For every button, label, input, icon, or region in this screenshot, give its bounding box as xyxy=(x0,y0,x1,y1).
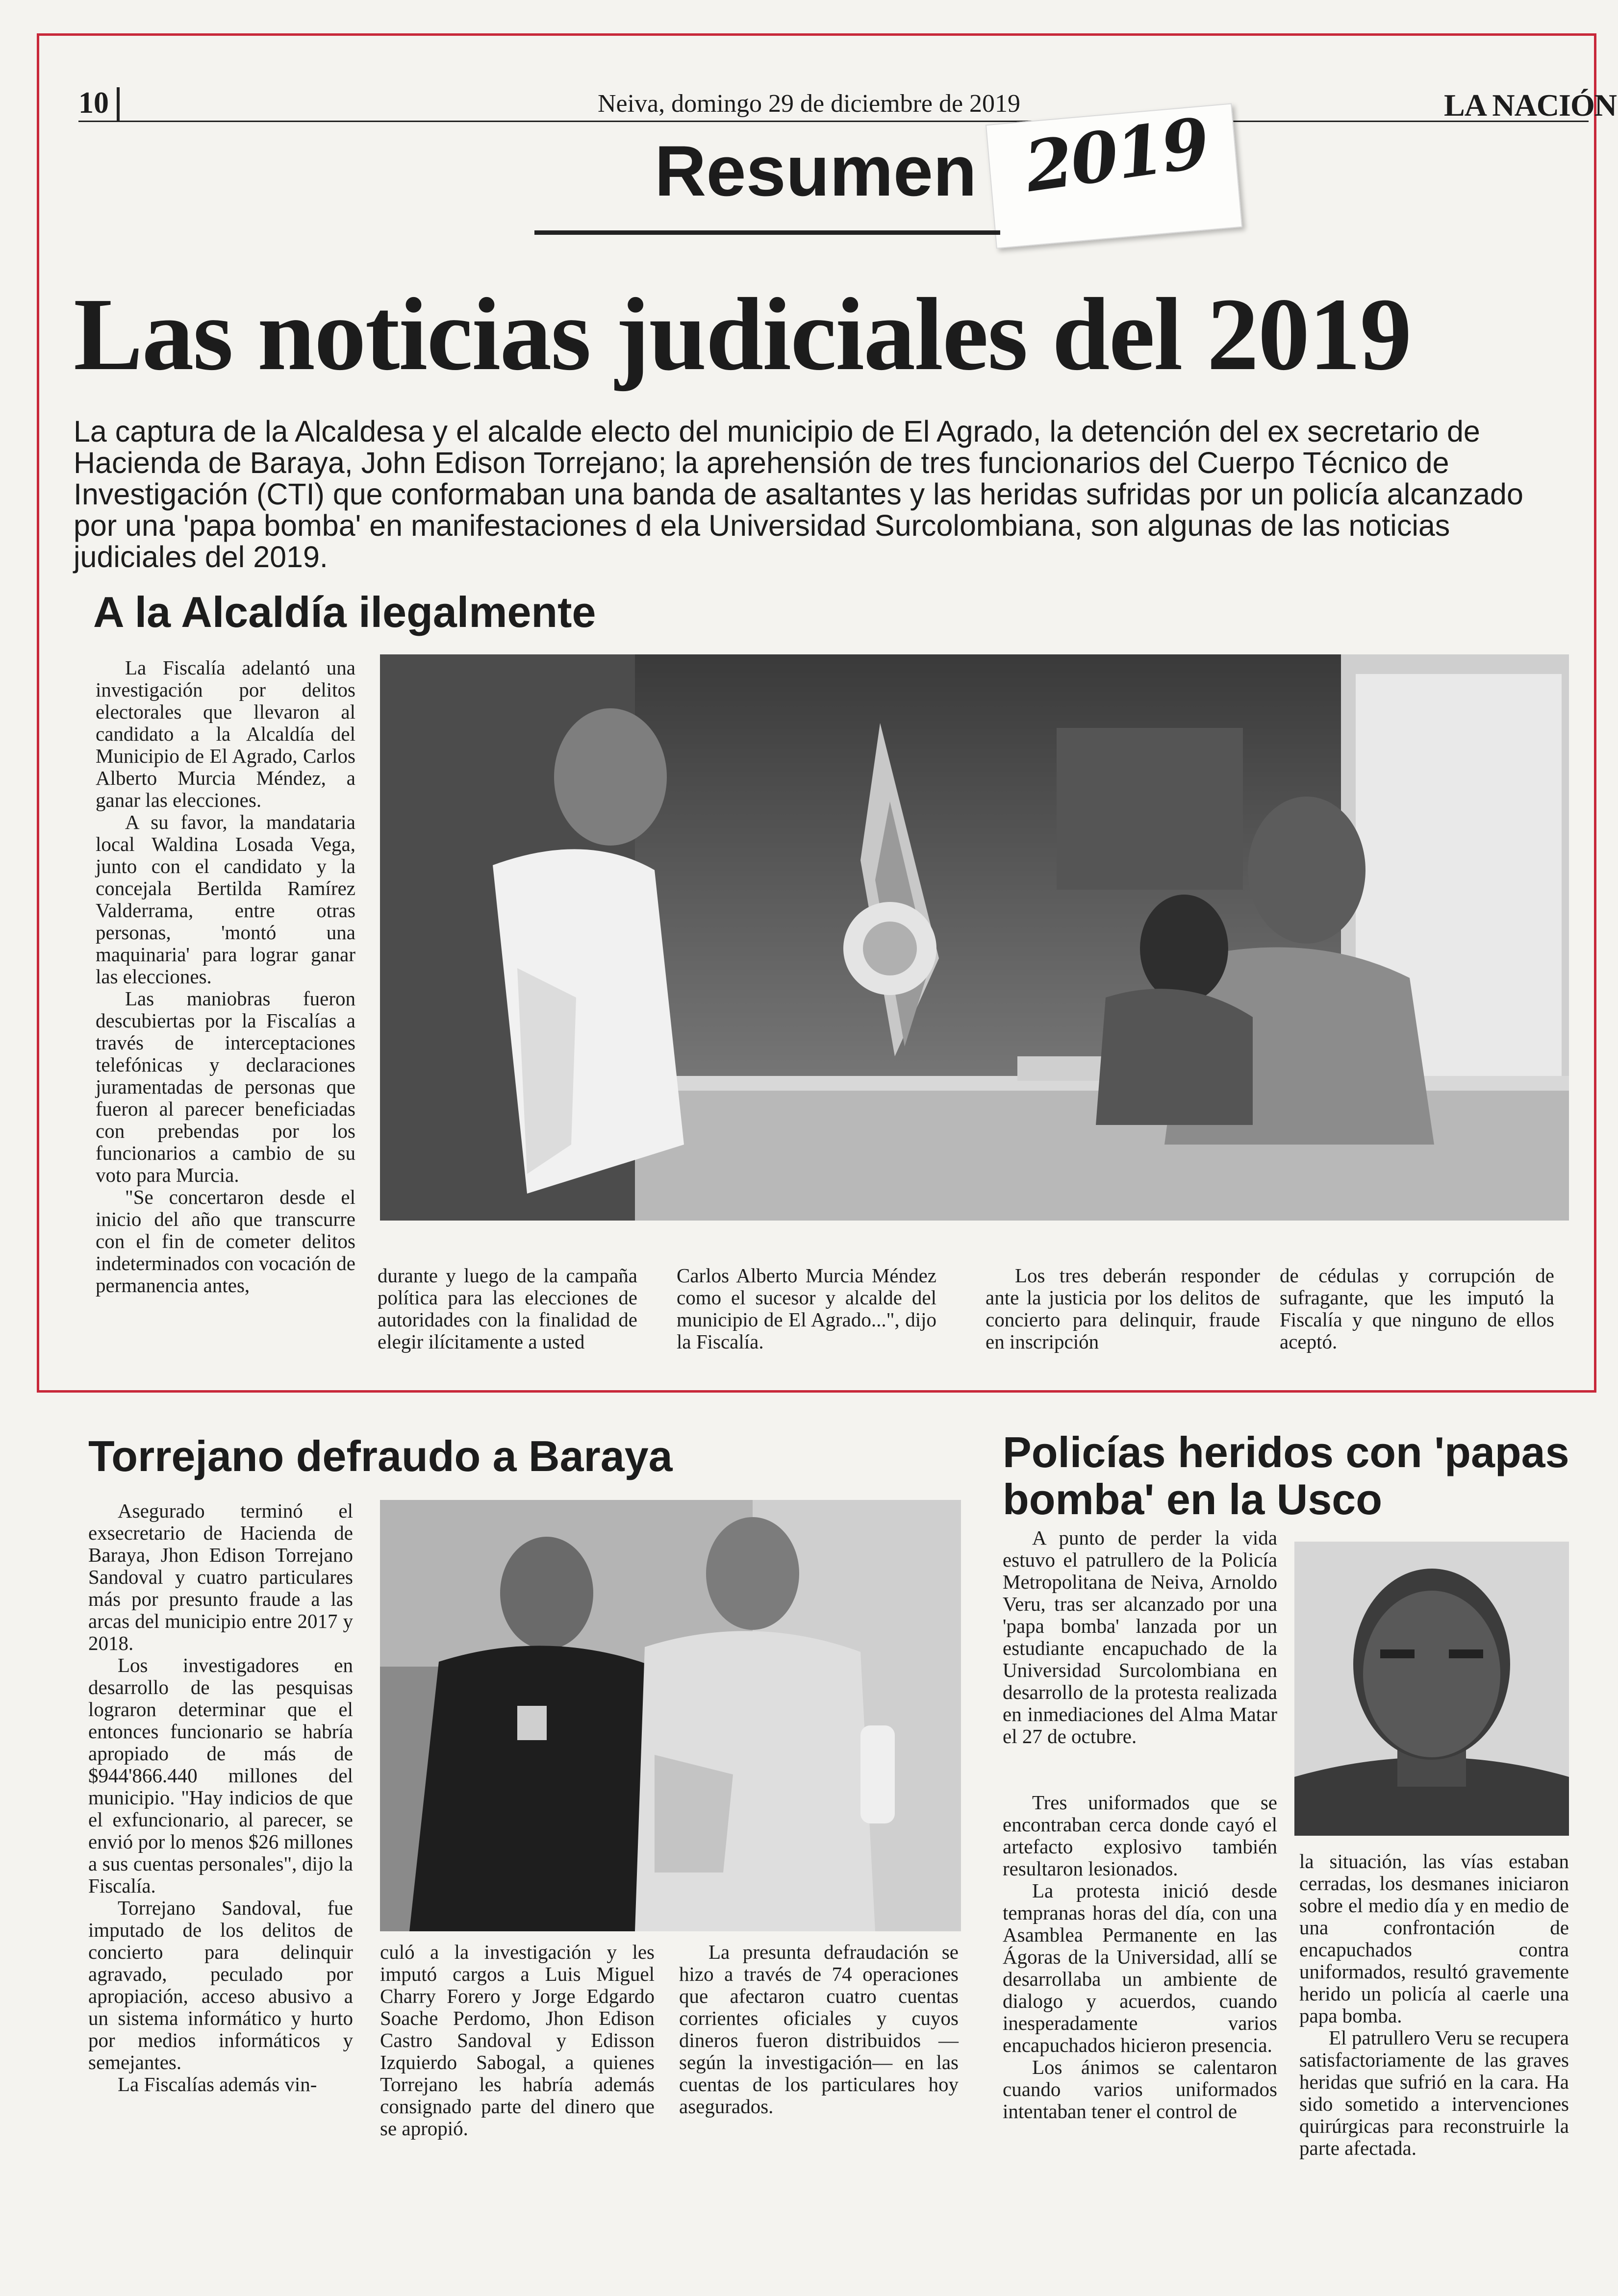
page-number-divider xyxy=(117,87,120,121)
section-underline xyxy=(534,230,1000,235)
story1-paragraph: Carlos Alberto Murcia Méndez como el sucesor y alcalde del municipio de El Agrado...", dijo la Fiscalía. xyxy=(677,1264,936,1353)
arrest-photo-image xyxy=(380,1500,961,1931)
story3-column-1-top xyxy=(1003,1527,1277,1747)
story2-column-3 xyxy=(679,1941,959,2118)
story1-paragraph: Los tres deberán responder ante la justicia por los delitos de concierto para delinquir, fraude en inscripción xyxy=(986,1264,1260,1353)
story2-paragraph: La presunta defraudación se hizo a través de 74 operaciones que afectaron cuatro cuentas corrientes oficiales y cuyos dineros fueron distribuidos —según la investigación— en las cuentas de los particulares hoy asegurados. xyxy=(679,1941,959,2118)
story2-column-1 xyxy=(88,1500,353,2096)
courtroom-photo xyxy=(380,654,1569,1221)
story1-column-3 xyxy=(677,1265,936,1353)
page-number: 10 xyxy=(78,86,109,120)
story2-paragraph: Torrejano Sandoval, fue imputado de los delitos de concierto para delinquir agravado, peculado por apropiación, acceso abusivo a un sistema informático y hurto por medios informáticos y semejantes. xyxy=(88,1897,353,2073)
story3-column-1-bottom xyxy=(1003,1792,1277,2122)
story1-paragraph: durante y luego de la campaña política para las elecciones de autoridades con la finalidad de elegir ilícitamente a usted xyxy=(378,1264,637,1353)
story1-column-5 xyxy=(1280,1265,1554,1353)
story3-title xyxy=(1003,1429,1569,1523)
story2-title: Torrejano defraudo a Baraya xyxy=(88,1432,673,1480)
story3-paragraph: A punto de perder la vida estuvo el patrullero de la Policía Metropolitana de Neiva, Arnoldo Veru, tras ser alcanzado por una 'papa bomba' lanzada por un estudiante encapuchado de la Universidad Surcolombiana en desarrollo de la protesta realizada en inmediaciones del Alma Matar el 27 de octubre. xyxy=(1003,1526,1277,1747)
story3-paragraph: la situación, las vías estaban cerradas, los desmanes iniciaron sobre el medio día y en medio de una confrontación de encapuchados contra uniformados, resultó gravemente herido un policía al caerle una papa bomba. xyxy=(1299,1850,1569,2027)
dateline: Neiva, domingo 29 de diciembre de 2019 xyxy=(597,90,1021,118)
story3-paragraph: El patrullero Veru se recupera satisfactoriamente de las graves heridas que sufrió en la cara. Ha sido sometido a intervenciones quirúrgicas para reconstruirle la parte afectada. xyxy=(1299,2026,1569,2159)
arrest-photo xyxy=(380,1500,961,1931)
police-officer-photo-image xyxy=(1294,1542,1569,1836)
story2-paragraph: Los investigadores en desarrollo de las pesquisas lograron determinar que el entonces funcionario se habría apropiado de más de $944'866.440 millones del municipio. "Hay indicios de que el exfuncionario, al parecer, se envió por lo menos $26 millones a sus cuentas personales", dijo la Fiscalía. xyxy=(88,1654,353,1897)
police-officer-photo xyxy=(1294,1542,1569,1836)
story3-paragraph: La protesta inició desde tempranas horas del día, con una Asamblea Permanente en las Ágoras de la Universidad, allí se desarrollaba un ambiente de dialogo y acuerdos, cuando inesperadamente varios encapuchados hicieron presencia. xyxy=(1003,1879,1277,2056)
story2-paragraph: Asegurado terminó el exsecretario de Hacienda de Baraya, Jhon Edison Torrejano Sandoval y cuatro particulares más por presunto fraude a las arcas del municipio entre 2017 y 2018. xyxy=(88,1499,353,1654)
story2-column-2 xyxy=(380,1941,655,2140)
story1-paragraph: Las maniobras fueron descubiertas por la Fiscalías a través de interceptaciones telefónicas y declaraciones juramentadas de personas que fueron al parecer beneficiadas con prebendas por los funcionarios a cambio de su voto para Murcia. xyxy=(96,987,355,1186)
section-year: 2019 xyxy=(1020,102,1213,208)
story1-paragraph: de cédulas y corrupción de sufragante, que les imputó la Fiscalía y que ninguno de ellos aceptó. xyxy=(1280,1264,1554,1353)
story3-column-2 xyxy=(1299,1850,1569,2159)
story2-paragraph: La Fiscalías además vin- xyxy=(118,2073,317,2096)
story3-paragraph: Los ánimos se calentaron cuando varios uniformados intentaban tener el control de xyxy=(1003,2056,1277,2122)
story1-paragraph: A su favor, la mandataria local Waldina Losada Vega, junto con el candidato y la concejala Bertilda Ramírez Valderrama, entre otras personas, 'montó una maquinaria' para lograr ganar las elecciones. xyxy=(96,811,355,988)
section-title: Resumen xyxy=(655,131,977,211)
story3-title-line-1: Policías heridos con 'papas xyxy=(1003,1428,1569,1476)
deck: La captura de la Alcaldesa y el alcalde electo del municipio de El Agrado, la detención del ex secretario de Hacienda de Baraya, John Edison Torrejano; la aprehensión de tres funcionarios del Cuerpo Técnico de Investigación (CTI) que conformaban una banda de asaltantes y las heridas sufridas por un policía alcanzado por una 'papa bomba' en manifestaciones d ela Universidad Surcolombiana, son algunas de las noticias judiciales del 2019. xyxy=(74,415,1523,574)
main-headline: Las noticias judiciales del 2019 xyxy=(74,276,1411,392)
story2-paragraph: culó a la investigación y les imputó cargos a Luis Miguel Charry Forero y Jorge Edgardo Soache Perdomo, Jhon Edison Castro Sandoval y Edisson Izquierdo Sabogal, a quienes Torrejano les habría además consignado parte del dinero que se apropió. xyxy=(380,1941,655,2140)
story1-paragraph: La Fiscalía adelantó una investigación por delitos electorales que llevaron al candidato a la Alcaldía del Municipio de El Agrado, Carlos Alberto Murcia Méndez, a ganar las elecciones. xyxy=(96,656,355,811)
story1-paragraph: "Se concertaron desde el inicio del año que transcurre con el fin de cometer delitos indeterminados con vocación de permanencia antes, xyxy=(96,1186,355,1297)
story1-column-1 xyxy=(96,657,355,1297)
story1-column-4 xyxy=(986,1265,1260,1353)
story3-title-line-2: bomba' en la Usco xyxy=(1003,1475,1382,1523)
courtroom-photo-image xyxy=(380,654,1569,1221)
header-rule xyxy=(78,121,1589,122)
newspaper-logo: LA NACIÓN xyxy=(1444,88,1617,123)
story3-paragraph: Tres uniformados que se encontraban cerca donde cayó el artefacto explosivo también resultaron lesionados. xyxy=(1003,1791,1277,1880)
story1-column-2 xyxy=(378,1265,637,1353)
story1-title: A la Alcaldía ilegalmente xyxy=(93,588,596,636)
